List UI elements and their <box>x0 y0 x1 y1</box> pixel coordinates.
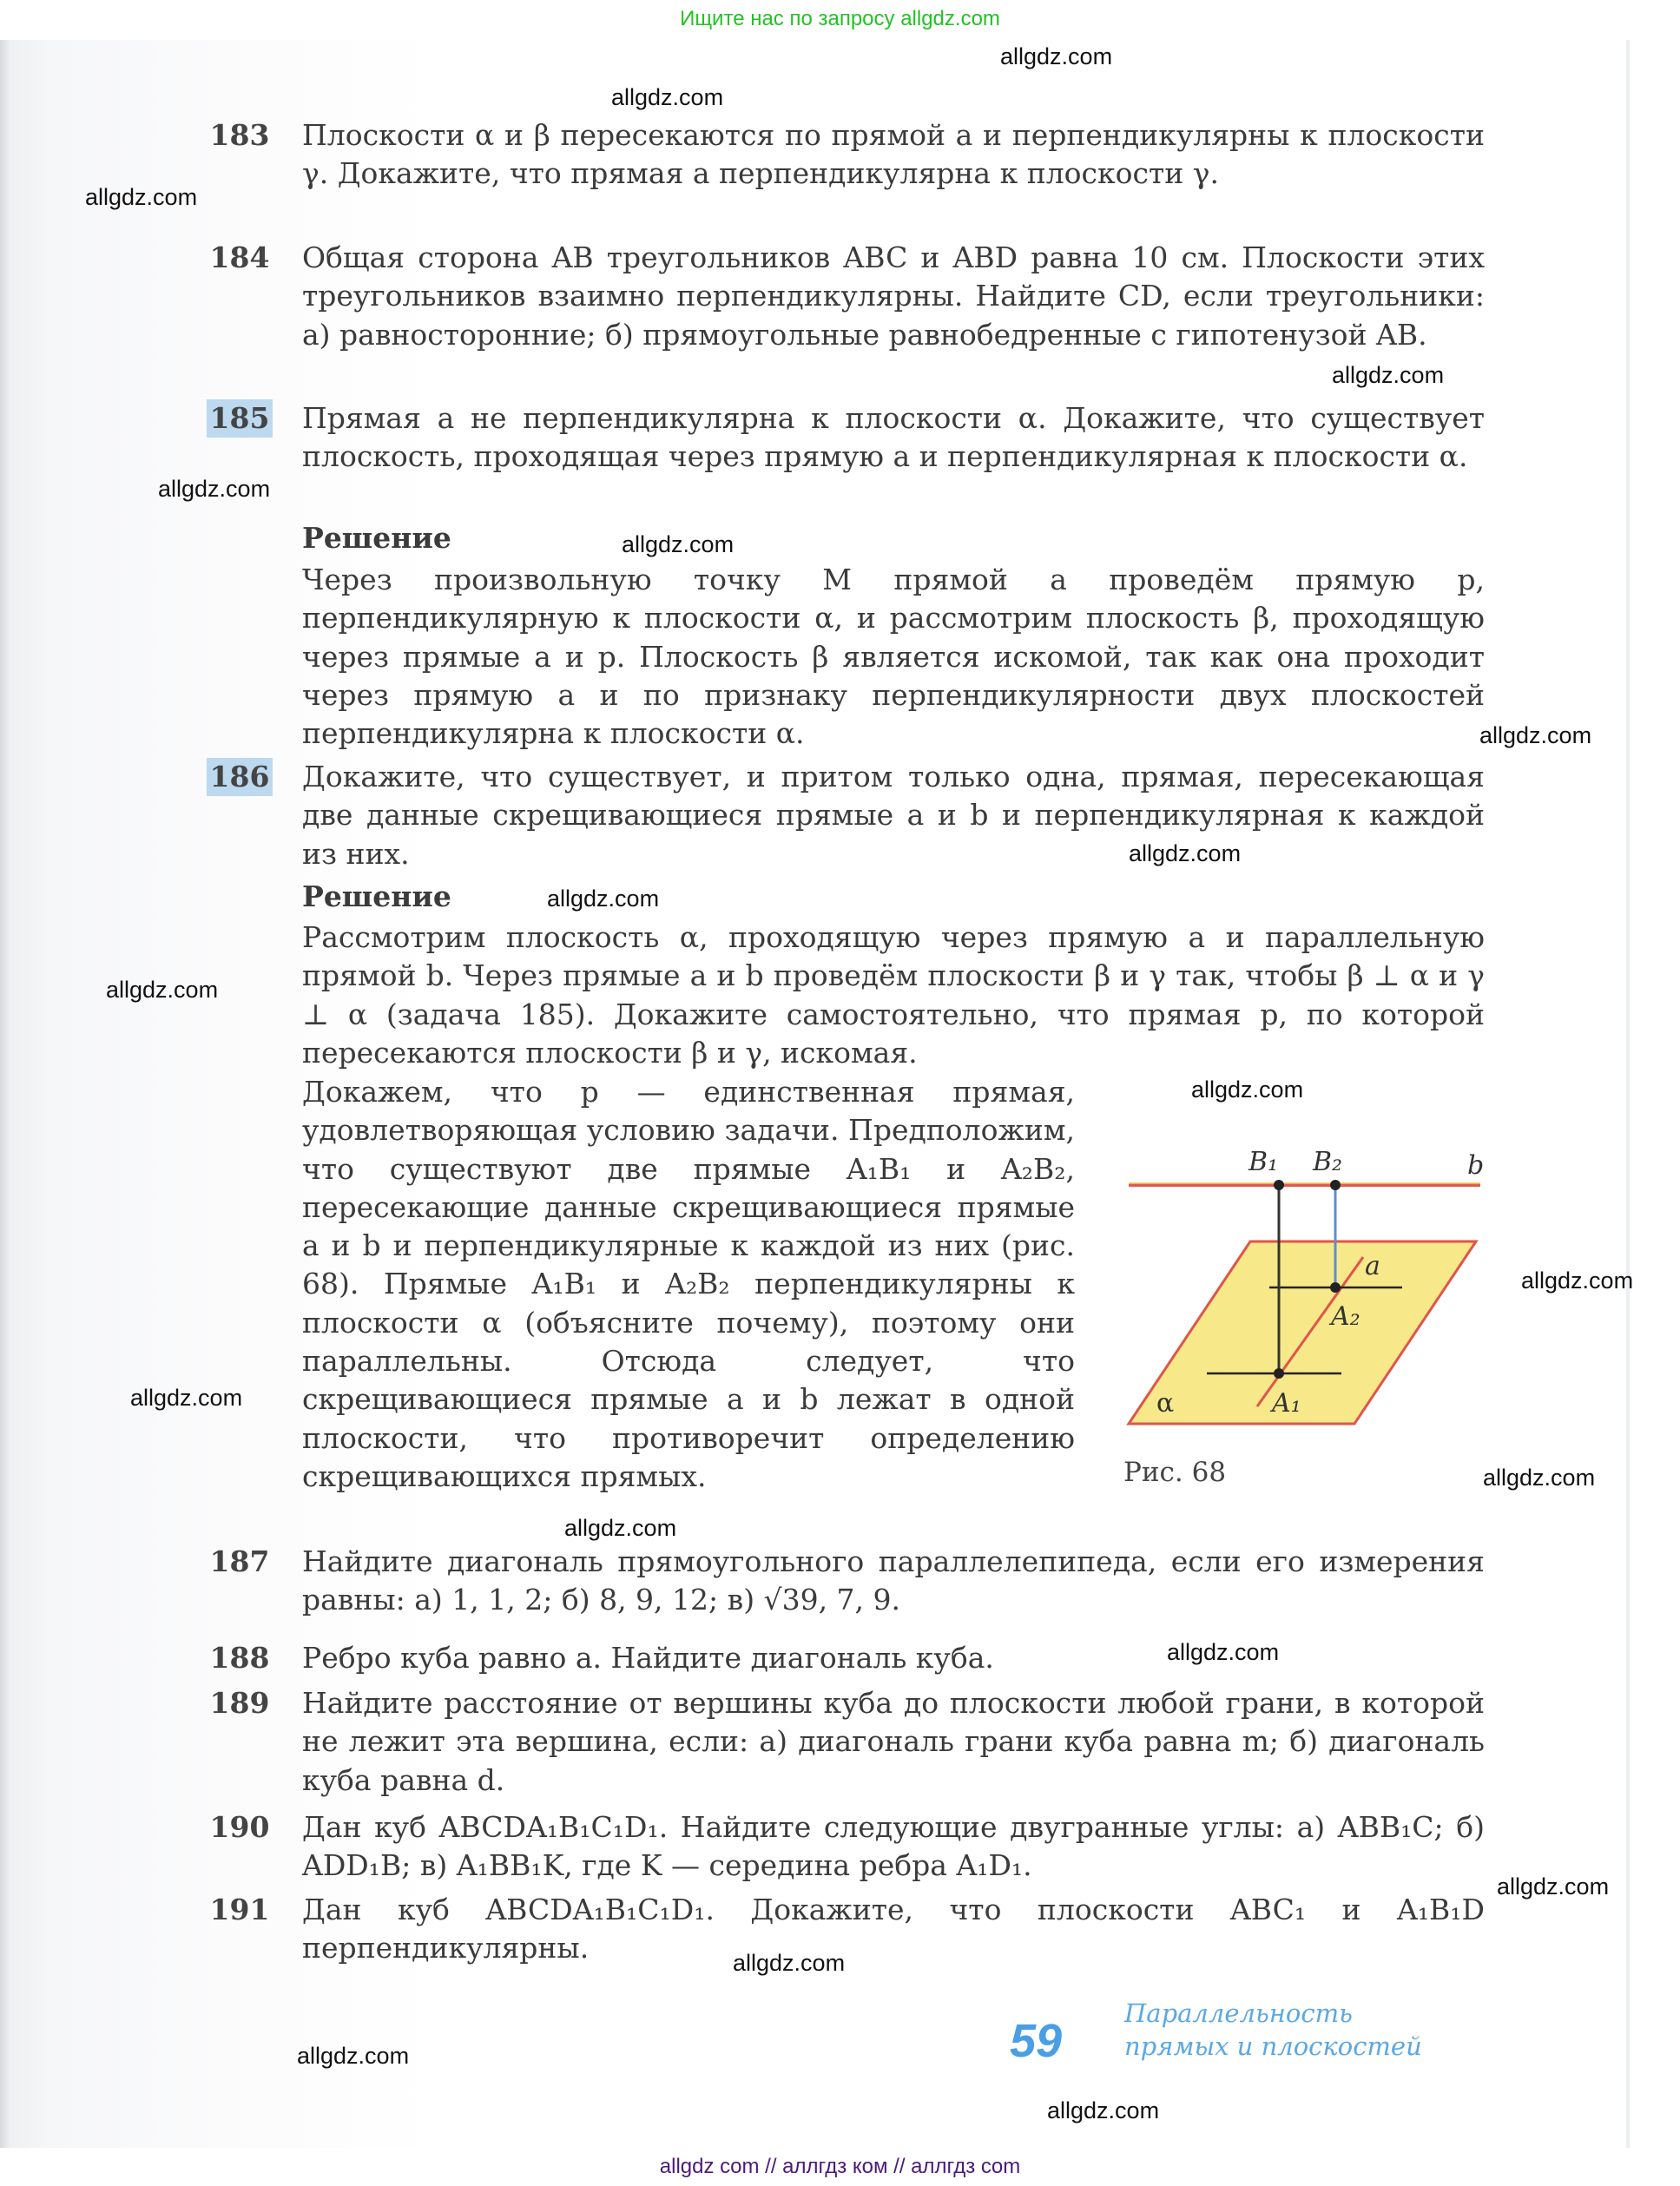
solution-heading: Решение <box>302 521 451 555</box>
label-B1: B₁ <box>1248 1147 1279 1177</box>
label-alpha: α <box>1156 1388 1175 1419</box>
problem-number: 184 <box>209 240 270 274</box>
label-A2: A₂ <box>1331 1301 1360 1332</box>
watermark: allgdz.com <box>1483 1465 1596 1491</box>
problem-number: 191 <box>209 1893 270 1926</box>
page-edge <box>1626 40 1630 2148</box>
watermark: allgdz.com <box>297 2043 410 2069</box>
solution-heading: Решение <box>302 879 451 913</box>
section-title-line2: прямых и плоскостей <box>1124 2031 1422 2061</box>
solution-text-continued: Докажем, что p — единственная прямая, удовлетворяющая условию задачи. Предположим, что существуют две прямые A₁B₁ и A₂B₂, пересекающие данные скрещивающиеся прямые a и b и перпендикулярные к каждой из них (рис. 68). Прямые A₁B₁ и A₂B₂ перпендикулярны к плоскости α (объясните почему), поэтому они параллельны. Отсюда следует, что скрещивающиеся прямые a и b лежат в одной плоскости, что противоречит определению скрещивающихся прямых. <box>302 1075 1075 1493</box>
watermark: allgdz.com <box>622 531 735 557</box>
label-A1: A₁ <box>1272 1388 1301 1419</box>
problem-number: 183 <box>209 118 270 152</box>
problem-number-highlighted: 186 <box>207 758 273 796</box>
section-title-line1: Параллельность <box>1124 1998 1353 2028</box>
watermark: allgdz.com <box>1479 722 1592 748</box>
label-a: a <box>1365 1251 1380 1281</box>
problem-text: Общая сторона AB треугольников ABC и ABD равна 10 см. Плоскости этих треугольников взаимно перпендикулярны. Найдите CD, если треугольники: а) равносторонние; б) прямоугольные равнобедренные с гипотенузой AB. <box>302 240 1485 352</box>
watermark: allgdz.com <box>547 886 660 912</box>
watermark: allgdz.com <box>1129 840 1242 866</box>
watermark: allgdz.com <box>1167 1639 1280 1665</box>
watermark: allgdz.com <box>1332 362 1445 388</box>
problem-number: 189 <box>209 1686 270 1720</box>
watermark: allgdz.com <box>1191 1077 1304 1103</box>
label-b: b <box>1467 1150 1485 1181</box>
watermark: allgdz.com <box>1000 43 1113 69</box>
problem-number: 188 <box>209 1641 270 1675</box>
top-banner[interactable]: Ищите нас по запросу allgdz.com <box>680 7 1000 30</box>
label-B2: B₂ <box>1313 1147 1343 1177</box>
watermark: allgdz.com <box>733 1950 846 1976</box>
problem-text: Докажите, что существует, и притом только одна, прямая, пересекающая две данные скрещивающиеся прямые a и b и перпендикулярная к каждой из них. <box>302 760 1485 871</box>
problem-text: Ребро куба равно a. Найдите диагональ куба. <box>302 1641 994 1675</box>
problem-text: Найдите расстояние от вершины куба до плоскости любой грани, в которой не лежит эта вершина, если: а) диагональ грани куба равна m; б) диагональ куба равна d. <box>302 1686 1485 1797</box>
watermark: allgdz.com <box>158 476 271 502</box>
figure-caption: Рис. 68 <box>1123 1457 1227 1488</box>
watermark: allgdz.com <box>1047 2097 1160 2123</box>
problem-text: Дан куб ABCDA₁B₁C₁D₁. Докажите, что плоскости ABC₁ и A₁B₁D перпендикулярны. <box>302 1893 1485 1965</box>
problem-text: Найдите диагональ прямоугольного параллелепипеда, если его измерения равны: а) 1, 1, 2; б) 8, 9, 12; в) √39, 7, 9. <box>302 1544 1485 1617</box>
watermark: allgdz.com <box>1497 1873 1610 1900</box>
watermark: allgdz.com <box>106 977 219 1003</box>
problem-number-highlighted: 185 <box>207 399 273 438</box>
solution-text: Через произвольную точку M прямой a проведём прямую p, перпендикулярную к плоскости α, и рассмотрим плоскость β, проходящую через прямые a и p. Плоскость β является искомой, так как она проходит через прямую a и по признаку перпендикулярности двух плоскостей перпендикулярна к плоскости α. <box>302 563 1485 751</box>
problem-text: Дан куб ABCDA₁B₁C₁D₁. Найдите следующие двугранные углы: а) ABB₁C; б) ADD₁B; в) A₁BB₁K, где K — середина ребра A₁D₁. <box>302 1810 1485 1883</box>
solution-text: Рассмотрим плоскость α, проходящую через прямую a и параллельную прямой b. Через прямые a и b проведём плоскости β и γ так, чтобы β ⊥ α и γ ⊥ α (задача 185). Докажите самостоятельно, что прямая p, по которой пересекаются плоскости β и γ, искомая. <box>302 920 1485 1070</box>
page-number: 59 <box>1010 2015 1063 2067</box>
problem-number: 187 <box>209 1544 270 1578</box>
bottom-links-bar[interactable]: allgdz com // аллгдз ком // аллгдз com <box>659 2155 1021 2178</box>
problem-text: Прямая a не перпендикулярна к плоскости α. Докажите, что существует плоскость, проходящая через прямую a и перпендикулярная к плоскости α. <box>302 401 1485 474</box>
watermark: allgdz.com <box>611 84 724 110</box>
watermark: allgdz.com <box>564 1515 677 1541</box>
problem-number: 190 <box>209 1810 270 1844</box>
watermark: allgdz.com <box>1521 1267 1634 1294</box>
section-title <box>1124 1997 1489 2063</box>
watermark: allgdz.com <box>130 1385 243 1411</box>
problem-text: Плоскости α и β пересекаются по прямой a и перпендикулярны к плоскости γ. Докажите, что прямая a перпендикулярна к плоскости γ. <box>302 118 1485 191</box>
figure-68-diagram <box>1120 1129 1502 1441</box>
watermark: allgdz.com <box>85 184 198 210</box>
